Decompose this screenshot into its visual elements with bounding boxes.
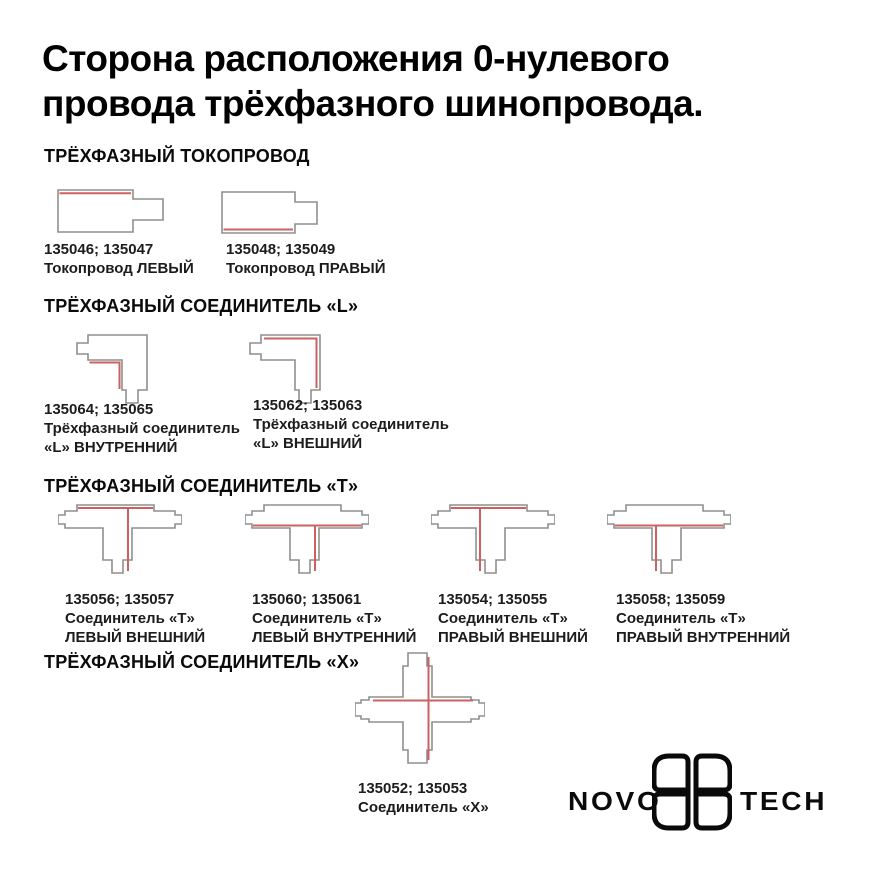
product-name: Токопровод ЛЕВЫЙ [44,260,194,277]
logo-text-tech: TECH [740,786,828,816]
page-title [42,36,703,126]
diagram-track-left [55,187,170,235]
product-name: Соединитель «Т» [438,610,568,627]
product-label-t-left-internal [252,590,416,647]
product-codes: 135054; 135055 [438,591,548,608]
diagram-t-left-internal [245,503,369,575]
product-codes: 135046; 135047 [44,241,154,258]
product-label-t-right-external [438,590,588,647]
product-codes: 135048; 135049 [226,241,336,258]
page-title-line1: Сторона расположения 0-нулевого [42,38,670,79]
product-name: Соединитель «Т» [252,610,382,627]
product-codes: 135056; 135057 [65,591,175,608]
section-heading-track: ТРЁХФАЗНЫЙ ТОКОПРОВОД [44,146,310,166]
product-codes: 135052; 135053 [358,780,468,797]
diagram-t-right-external [431,503,555,575]
diagram-t-left-external [58,503,182,575]
diagram-l-internal [72,330,152,406]
product-name: «L» ВНЕШНИЙ [253,435,363,452]
product-name: Соединитель «Х» [358,799,489,816]
diagram-track-right [220,189,322,237]
novotech-flower-icon [652,752,732,832]
product-label-l-external [253,396,449,453]
product-name: ЛЕВЫЙ ВНУТРЕННИЙ [252,629,417,646]
product-label-l-internal [44,400,240,457]
product-name: Соединитель «Т» [616,610,746,627]
product-label-t-left-external [65,590,205,647]
product-label-track-right [226,240,386,278]
product-name: Токопровод ПРАВЫЙ [226,260,386,277]
product-codes: 135058; 135059 [616,591,726,608]
product-name: ЛЕВЫЙ ВНЕШНИЙ [65,629,206,646]
product-codes: 135064; 135065 [44,401,154,418]
product-codes: 135060; 135061 [252,591,362,608]
page-title-line2: провода трёхфазного шинопровода. [42,83,704,124]
product-name: Трёхфазный соединитель [44,420,240,437]
product-name: «L» ВНУТРЕННИЙ [44,439,178,456]
section-heading-x: ТРЁХФАЗНЫЙ СОЕДИНИТЕЛЬ «Х» [44,652,360,672]
product-name: ПРАВЫЙ ВНЕШНИЙ [438,629,588,646]
product-label-t-right-internal [616,590,790,647]
section-heading-l: ТРЁХФАЗНЫЙ СОЕДИНИТЕЛЬ «L» [44,296,359,316]
product-name: ПРАВЫЙ ВНУТРЕННИЙ [616,629,791,646]
diagram-t-right-internal [607,503,731,575]
product-label-x [358,779,489,817]
novotech-logo [568,750,875,850]
diagram-l-external [245,330,325,406]
product-codes: 135062; 135063 [253,397,363,414]
product-name: Трёхфазный соединитель [253,416,449,433]
section-heading-t: ТРЁХФАЗНЫЙ СОЕДИНИТЕЛЬ «Т» [44,476,359,496]
logo-text-novo: NOVO [568,786,662,816]
diagram-x [355,650,485,765]
product-name: Соединитель «Т» [65,610,195,627]
product-label-track-left [44,240,194,278]
